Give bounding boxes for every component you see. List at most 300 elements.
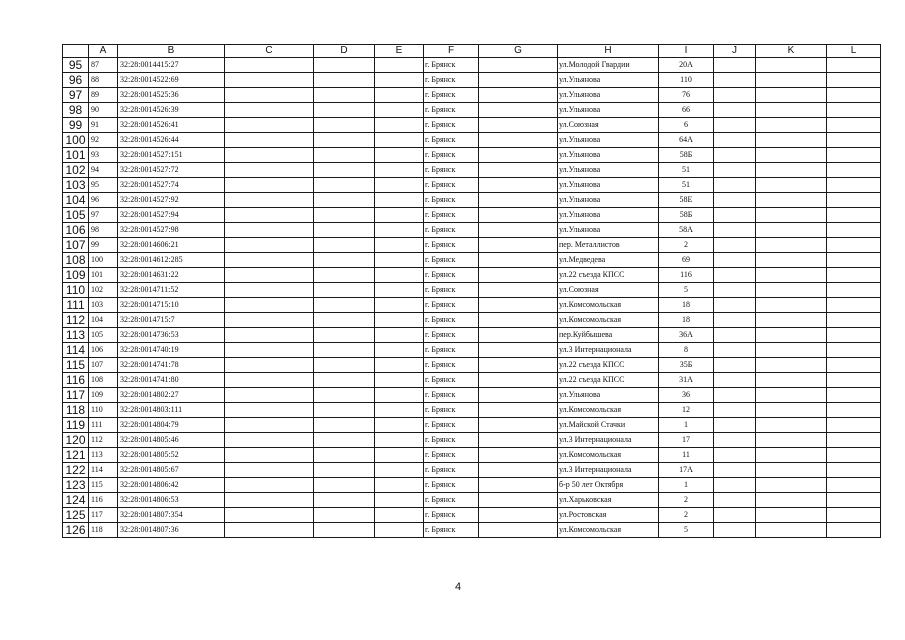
cell-e xyxy=(375,328,424,343)
cell-h-street: ул.Майской Стачки xyxy=(558,418,659,433)
cell-f-city: г. Брянск xyxy=(424,238,479,253)
cell-c xyxy=(225,463,314,478)
cell-b-cadastral-number: 32:28:0014803:111 xyxy=(118,403,225,418)
cell-f-city: г. Брянск xyxy=(424,448,479,463)
cell-f-city: г. Брянск xyxy=(424,193,479,208)
cell-b-cadastral-number: 32:28:0014805:46 xyxy=(118,433,225,448)
cell-i-house-number: 6 xyxy=(659,118,714,133)
cell-c xyxy=(225,208,314,223)
cell-j xyxy=(714,313,756,328)
cell-j xyxy=(714,223,756,238)
cell-c xyxy=(225,478,314,493)
cell-j xyxy=(714,283,756,298)
cell-b-cadastral-number: 32:28:0014715:7 xyxy=(118,313,225,328)
cell-i-house-number: 58Б xyxy=(659,208,714,223)
cell-i-house-number: 36 xyxy=(659,388,714,403)
cell-a: 95 xyxy=(89,178,118,193)
cell-e xyxy=(375,343,424,358)
cell-f-city: г. Брянск xyxy=(424,283,479,298)
cell-a: 98 xyxy=(89,223,118,238)
cell-c xyxy=(225,298,314,313)
cell-k xyxy=(756,73,827,88)
cell-a: 115 xyxy=(89,478,118,493)
cell-b-cadastral-number: 32:28:0014527:72 xyxy=(118,163,225,178)
cell-k xyxy=(756,58,827,73)
cell-h-street: ул.Ульянова xyxy=(558,223,659,238)
cell-b-cadastral-number: 32:28:0014631:22 xyxy=(118,268,225,283)
cell-k xyxy=(756,148,827,163)
cell-g xyxy=(479,163,558,178)
cell-b-cadastral-number: 32:28:0014612:285 xyxy=(118,253,225,268)
cell-l xyxy=(827,493,881,508)
cell-k xyxy=(756,118,827,133)
cell-b-cadastral-number: 32:28:0014806:42 xyxy=(118,478,225,493)
cell-i-house-number: 17А xyxy=(659,463,714,478)
cell-c xyxy=(225,373,314,388)
cell-b-cadastral-number: 32:28:0014526:44 xyxy=(118,133,225,148)
cell-a: 103 xyxy=(89,298,118,313)
cell-h-street: пер. Металлистов xyxy=(558,238,659,253)
cell-d xyxy=(314,463,375,478)
cell-b-cadastral-number: 32:28:0014802:27 xyxy=(118,388,225,403)
cell-c xyxy=(225,73,314,88)
cell-h-street: ул.Ульянова xyxy=(558,163,659,178)
cell-e xyxy=(375,358,424,373)
cell-i-house-number: 51 xyxy=(659,163,714,178)
cell-f-city: г. Брянск xyxy=(424,358,479,373)
cell-e xyxy=(375,253,424,268)
cell-k xyxy=(756,238,827,253)
cell-f-city: г. Брянск xyxy=(424,313,479,328)
column-header-row xyxy=(63,45,881,58)
cell-c xyxy=(225,418,314,433)
cell-i-house-number: 58Е xyxy=(659,193,714,208)
column-header-j: J xyxy=(714,45,756,58)
cell-k xyxy=(756,373,827,388)
cell-l xyxy=(827,328,881,343)
cell-a: 89 xyxy=(89,88,118,103)
table-row xyxy=(63,448,881,463)
cell-h-street: ул.22 съезда КПСС xyxy=(558,268,659,283)
cell-e xyxy=(375,223,424,238)
cell-i-house-number: 76 xyxy=(659,88,714,103)
row-number-cell: 121 xyxy=(63,448,89,463)
cell-g xyxy=(479,223,558,238)
cell-i-house-number: 1 xyxy=(659,478,714,493)
cell-d xyxy=(314,343,375,358)
cell-f-city: г. Брянск xyxy=(424,388,479,403)
cell-h-street: ул.Комсомольская xyxy=(558,448,659,463)
cell-e xyxy=(375,178,424,193)
cell-e xyxy=(375,433,424,448)
cell-k xyxy=(756,418,827,433)
cell-d xyxy=(314,478,375,493)
cell-k xyxy=(756,163,827,178)
cell-c xyxy=(225,448,314,463)
cell-c xyxy=(225,388,314,403)
cell-f-city: г. Брянск xyxy=(424,88,479,103)
cell-j xyxy=(714,73,756,88)
cell-j xyxy=(714,178,756,193)
cell-f-city: г. Брянск xyxy=(424,148,479,163)
row-number-cell: 106 xyxy=(63,223,89,238)
cell-l xyxy=(827,58,881,73)
cell-b-cadastral-number: 32:28:0014740:19 xyxy=(118,343,225,358)
table-row xyxy=(63,253,881,268)
column-header-d: D xyxy=(314,45,375,58)
cell-l xyxy=(827,463,881,478)
cell-k xyxy=(756,133,827,148)
cell-h-street: ул.3 Интернационала xyxy=(558,433,659,448)
cell-c xyxy=(225,268,314,283)
cell-g xyxy=(479,58,558,73)
cell-f-city: г. Брянск xyxy=(424,418,479,433)
cell-j xyxy=(714,493,756,508)
cell-g xyxy=(479,148,558,163)
cell-b-cadastral-number: 32:28:0014527:151 xyxy=(118,148,225,163)
cell-a: 112 xyxy=(89,433,118,448)
table-row xyxy=(63,133,881,148)
cell-j xyxy=(714,523,756,538)
cell-l xyxy=(827,178,881,193)
cell-f-city: г. Брянск xyxy=(424,373,479,388)
cell-h-street: ул.Комсомольская xyxy=(558,298,659,313)
cell-c xyxy=(225,403,314,418)
cell-d xyxy=(314,223,375,238)
cell-g xyxy=(479,73,558,88)
cell-j xyxy=(714,298,756,313)
cell-d xyxy=(314,163,375,178)
cell-g xyxy=(479,208,558,223)
table-row xyxy=(63,403,881,418)
cell-e xyxy=(375,163,424,178)
cell-b-cadastral-number: 32:28:0014415:27 xyxy=(118,58,225,73)
table-row xyxy=(63,283,881,298)
page-number: 4 xyxy=(454,581,462,593)
cell-l xyxy=(827,283,881,298)
cell-l xyxy=(827,223,881,238)
cell-a: 116 xyxy=(89,493,118,508)
cell-l xyxy=(827,388,881,403)
cell-f-city: г. Брянск xyxy=(424,58,479,73)
cell-l xyxy=(827,448,881,463)
cell-h-street: б-р 50 лет Октября xyxy=(558,478,659,493)
cell-i-house-number: 20А xyxy=(659,58,714,73)
cell-e xyxy=(375,193,424,208)
cell-g xyxy=(479,448,558,463)
cell-e xyxy=(375,268,424,283)
cell-a: 118 xyxy=(89,523,118,538)
cell-f-city: г. Брянск xyxy=(424,223,479,238)
spreadsheet-table xyxy=(62,44,881,538)
cell-h-street: ул.Ульянова xyxy=(558,388,659,403)
cell-b-cadastral-number: 32:28:0014526:39 xyxy=(118,103,225,118)
row-number-cell: 95 xyxy=(63,58,89,73)
cell-l xyxy=(827,73,881,88)
cell-i-house-number: 17 xyxy=(659,433,714,448)
cell-a: 106 xyxy=(89,343,118,358)
cell-h-street: ул.Ульянова xyxy=(558,103,659,118)
cell-k xyxy=(756,88,827,103)
cell-a: 105 xyxy=(89,328,118,343)
cell-d xyxy=(314,253,375,268)
cell-h-street: ул.Ульянова xyxy=(558,88,659,103)
cell-h-street: ул.Комсомольская xyxy=(558,313,659,328)
cell-i-house-number: 5 xyxy=(659,283,714,298)
cell-i-house-number: 11 xyxy=(659,448,714,463)
row-number-cell: 118 xyxy=(63,403,89,418)
cell-d xyxy=(314,523,375,538)
cell-g xyxy=(479,523,558,538)
cell-k xyxy=(756,283,827,298)
cell-k xyxy=(756,268,827,283)
table-row xyxy=(63,313,881,328)
cell-e xyxy=(375,478,424,493)
cell-k xyxy=(756,493,827,508)
cell-c xyxy=(225,103,314,118)
cell-b-cadastral-number: 32:28:0014527:74 xyxy=(118,178,225,193)
cell-a: 91 xyxy=(89,118,118,133)
cell-f-city: г. Брянск xyxy=(424,118,479,133)
cell-c xyxy=(225,238,314,253)
cell-k xyxy=(756,403,827,418)
cell-l xyxy=(827,163,881,178)
row-number-cell: 101 xyxy=(63,148,89,163)
cell-c xyxy=(225,328,314,343)
table-row xyxy=(63,328,881,343)
row-number-cell: 111 xyxy=(63,298,89,313)
table-row xyxy=(63,478,881,493)
cell-i-house-number: 18 xyxy=(659,313,714,328)
cell-l xyxy=(827,478,881,493)
cell-b-cadastral-number: 32:28:0014741:80 xyxy=(118,373,225,388)
cell-e xyxy=(375,448,424,463)
cell-i-house-number: 69 xyxy=(659,253,714,268)
cell-i-house-number: 1 xyxy=(659,418,714,433)
cell-h-street: ул.Ульянова xyxy=(558,73,659,88)
cell-g xyxy=(479,493,558,508)
cell-a: 92 xyxy=(89,133,118,148)
cell-a: 109 xyxy=(89,388,118,403)
cell-k xyxy=(756,388,827,403)
cell-l xyxy=(827,193,881,208)
cell-d xyxy=(314,268,375,283)
cell-k xyxy=(756,478,827,493)
corner-header-cell xyxy=(63,45,89,58)
cell-d xyxy=(314,103,375,118)
column-header-g: G xyxy=(479,45,558,58)
cell-j xyxy=(714,373,756,388)
cell-e xyxy=(375,283,424,298)
cell-e xyxy=(375,298,424,313)
cell-h-street: ул.Ульянова xyxy=(558,148,659,163)
row-number-cell: 96 xyxy=(63,73,89,88)
cell-h-street: ул.3 Интернационала xyxy=(558,343,659,358)
row-number-cell: 105 xyxy=(63,208,89,223)
cell-g xyxy=(479,103,558,118)
cell-e xyxy=(375,148,424,163)
cell-c xyxy=(225,223,314,238)
cell-l xyxy=(827,523,881,538)
cell-l xyxy=(827,298,881,313)
row-number-cell: 123 xyxy=(63,478,89,493)
cell-d xyxy=(314,133,375,148)
cell-f-city: г. Брянск xyxy=(424,73,479,88)
cell-g xyxy=(479,298,558,313)
cell-c xyxy=(225,193,314,208)
cell-i-house-number: 2 xyxy=(659,508,714,523)
cell-l xyxy=(827,343,881,358)
cell-g xyxy=(479,178,558,193)
cell-g xyxy=(479,313,558,328)
cell-f-city: г. Брянск xyxy=(424,298,479,313)
cell-k xyxy=(756,223,827,238)
cell-g xyxy=(479,253,558,268)
table-row xyxy=(63,103,881,118)
cell-h-street: ул.3 Интернационала xyxy=(558,463,659,478)
cell-d xyxy=(314,178,375,193)
cell-a: 93 xyxy=(89,148,118,163)
cell-l xyxy=(827,373,881,388)
row-number-cell: 98 xyxy=(63,103,89,118)
cell-d xyxy=(314,508,375,523)
cell-a: 96 xyxy=(89,193,118,208)
cell-b-cadastral-number: 32:28:0014807:354 xyxy=(118,508,225,523)
cell-f-city: г. Брянск xyxy=(424,343,479,358)
cell-l xyxy=(827,403,881,418)
cell-f-city: г. Брянск xyxy=(424,133,479,148)
cell-c xyxy=(225,433,314,448)
cell-d xyxy=(314,118,375,133)
row-number-cell: 107 xyxy=(63,238,89,253)
cell-j xyxy=(714,418,756,433)
cell-j xyxy=(714,58,756,73)
cell-g xyxy=(479,268,558,283)
cell-c xyxy=(225,283,314,298)
table-row xyxy=(63,343,881,358)
cell-c xyxy=(225,358,314,373)
cell-k xyxy=(756,433,827,448)
cell-f-city: г. Брянск xyxy=(424,163,479,178)
row-number-cell: 115 xyxy=(63,358,89,373)
cell-i-house-number: 36А xyxy=(659,328,714,343)
cell-j xyxy=(714,448,756,463)
cell-j xyxy=(714,148,756,163)
cell-e xyxy=(375,118,424,133)
cell-h-street: ул.Комсомольская xyxy=(558,523,659,538)
row-number-cell: 104 xyxy=(63,193,89,208)
cell-l xyxy=(827,418,881,433)
cell-g xyxy=(479,508,558,523)
cell-i-house-number: 58А xyxy=(659,223,714,238)
cell-g xyxy=(479,343,558,358)
cell-j xyxy=(714,253,756,268)
cell-d xyxy=(314,328,375,343)
row-number-cell: 116 xyxy=(63,373,89,388)
cell-d xyxy=(314,493,375,508)
table-row xyxy=(63,373,881,388)
table-row xyxy=(63,178,881,193)
cell-g xyxy=(479,358,558,373)
cell-g xyxy=(479,403,558,418)
cell-a: 117 xyxy=(89,508,118,523)
cell-d xyxy=(314,283,375,298)
cell-h-street: ул.Ростовская xyxy=(558,508,659,523)
cell-h-street: ул.Ульянова xyxy=(558,178,659,193)
cell-e xyxy=(375,58,424,73)
row-number-cell: 103 xyxy=(63,178,89,193)
table-row xyxy=(63,268,881,283)
cell-l xyxy=(827,313,881,328)
cell-d xyxy=(314,88,375,103)
table-row xyxy=(63,463,881,478)
cell-j xyxy=(714,133,756,148)
row-number-cell: 125 xyxy=(63,508,89,523)
cell-i-house-number: 110 xyxy=(659,73,714,88)
cell-c xyxy=(225,253,314,268)
cell-b-cadastral-number: 32:28:0014527:92 xyxy=(118,193,225,208)
cell-k xyxy=(756,298,827,313)
table-row xyxy=(63,148,881,163)
table-row xyxy=(63,388,881,403)
row-number-cell: 126 xyxy=(63,523,89,538)
cell-a: 111 xyxy=(89,418,118,433)
cell-d xyxy=(314,238,375,253)
cell-a: 102 xyxy=(89,283,118,298)
cell-b-cadastral-number: 32:28:0014807:36 xyxy=(118,523,225,538)
cell-e xyxy=(375,493,424,508)
cell-f-city: г. Брянск xyxy=(424,253,479,268)
cell-k xyxy=(756,448,827,463)
cell-a: 100 xyxy=(89,253,118,268)
cell-a: 97 xyxy=(89,208,118,223)
table-row xyxy=(63,433,881,448)
cell-l xyxy=(827,103,881,118)
cell-b-cadastral-number: 32:28:0014736:53 xyxy=(118,328,225,343)
cell-h-street: ул.Комсомольская xyxy=(558,403,659,418)
cell-b-cadastral-number: 32:28:0014522:69 xyxy=(118,73,225,88)
cell-g xyxy=(479,478,558,493)
cell-a: 113 xyxy=(89,448,118,463)
table-row xyxy=(63,118,881,133)
cell-h-street: ул.Молодой Гвардии xyxy=(558,58,659,73)
cell-g xyxy=(479,463,558,478)
cell-h-street: ул.Ульянова xyxy=(558,208,659,223)
cell-e xyxy=(375,373,424,388)
cell-f-city: г. Брянск xyxy=(424,463,479,478)
cell-j xyxy=(714,328,756,343)
cell-i-house-number: 2 xyxy=(659,238,714,253)
table-row xyxy=(63,88,881,103)
cell-j xyxy=(714,118,756,133)
cell-k xyxy=(756,208,827,223)
cell-e xyxy=(375,508,424,523)
cell-l xyxy=(827,268,881,283)
column-header-a: A xyxy=(89,45,118,58)
row-number-cell: 97 xyxy=(63,88,89,103)
cell-e xyxy=(375,403,424,418)
cell-a: 94 xyxy=(89,163,118,178)
cell-l xyxy=(827,118,881,133)
row-number-cell: 114 xyxy=(63,343,89,358)
cell-i-house-number: 58Б xyxy=(659,148,714,163)
cell-e xyxy=(375,88,424,103)
cell-e xyxy=(375,418,424,433)
table-row xyxy=(63,223,881,238)
cell-j xyxy=(714,388,756,403)
cell-f-city: г. Брянск xyxy=(424,178,479,193)
cell-j xyxy=(714,103,756,118)
